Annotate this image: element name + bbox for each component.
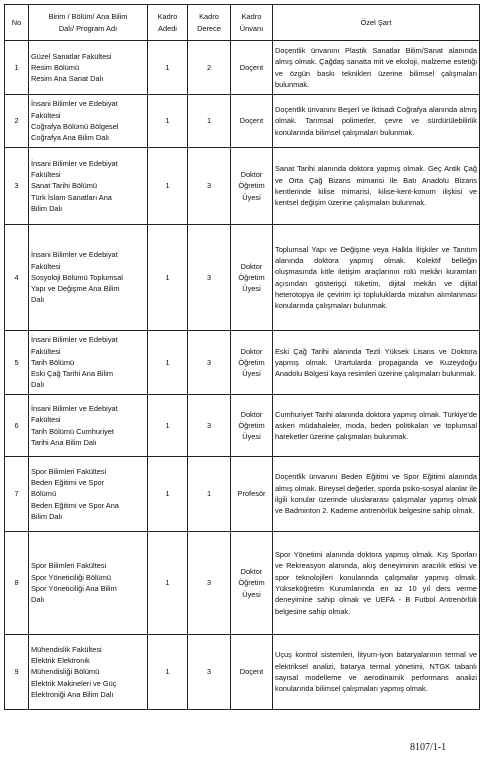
unit-name (29, 331, 148, 395)
position-title-line: Öğretim (238, 357, 265, 367)
header-unvan-line: Kadro (241, 12, 262, 22)
position-title (231, 457, 273, 532)
header-birim-line: Birim / Bölüm/ Ana Bilim (48, 12, 128, 22)
header-birim (29, 5, 148, 41)
table-row (5, 457, 480, 532)
table-row (5, 331, 480, 395)
header-adedi-line: Kadro (157, 12, 178, 22)
position-degree: 2 (188, 41, 231, 95)
position-count: 1 (148, 331, 188, 395)
header-derece-line: Kadro (199, 12, 219, 22)
unit-name-line: Elektrik Makineleri ve Güç (31, 678, 117, 688)
position-title-line: Profesör (237, 489, 266, 499)
unit-name-line: Türk İslam Sanatları Ana (31, 192, 112, 202)
position-degree: 3 (188, 532, 231, 635)
special-requirement: Doçentlik ünvanını Beşerî ve İktisadi Coğrafya alanında almış olmak. Tarımsal polimerler, çevre ve sürdürülebilirlik konularında bilimsel çalışmaları bulunmak. (273, 95, 480, 148)
row-number: 9 (5, 635, 29, 710)
row-number: 6 (5, 395, 29, 457)
special-requirement: Sanat Tarihi alanında doktora yapmış olmak. Geç Antik Çağ ve Orta Çağ Bizans mimarisi ile Batı Anadolu Bizans kentlerinde kilise mimarisi, kilise-kent-konum ilişkisi ve kentsel değişim üzerine çalışmaları bulunmak. (273, 148, 480, 225)
position-title-line: Doçent (239, 116, 264, 126)
row-number: 5 (5, 331, 29, 395)
position-degree: 3 (188, 635, 231, 710)
position-count: 1 (148, 95, 188, 148)
unit-name-line: Sanat Tarihi Bölümü (31, 181, 98, 191)
position-title-line: Öğretim (238, 578, 265, 588)
position-title (231, 225, 273, 331)
header-derece-line: Derece (197, 23, 221, 33)
header-kadro-unvani (231, 5, 273, 41)
header-kadro-derece (188, 5, 231, 41)
position-title (231, 95, 273, 148)
unit-name-line: Tarih Bölümü (31, 357, 75, 367)
position-degree: 3 (188, 225, 231, 331)
position-title (231, 41, 273, 95)
unit-name (29, 532, 148, 635)
unit-name-line: Spor Yöneticiliği Bölümü (31, 572, 111, 582)
position-count: 1 (148, 41, 188, 95)
unit-name (29, 457, 148, 532)
row-number: 3 (5, 148, 29, 225)
position-degree: 3 (188, 148, 231, 225)
position-title-line: Doktor (240, 567, 263, 577)
position-title-line: Öğretim (238, 420, 265, 430)
position-count: 1 (148, 148, 188, 225)
position-title-line: Üyesi (242, 369, 261, 379)
table-row (5, 95, 480, 148)
header-birim-line: Dalı/ Program Adı (58, 23, 118, 33)
position-title-line: Doktor (240, 170, 263, 180)
unit-name (29, 41, 148, 95)
unit-name (29, 635, 148, 710)
unit-name-line: İnsani Bilimler ve Edebiyat (31, 99, 118, 109)
unit-name-line: Mühendislik Fakültesi (31, 644, 102, 654)
unit-name-line: Mühendisliği Bölümü (31, 667, 100, 677)
special-requirement: Eski Çağ Tarihi alanında Tezli Yüksek Lisans ve Doktora yapmış olmak. Urartularda propaganda ve Kuzeydoğu Anadolu Bölgesi kaya resimleri üzerine çalışmaları bulunmak. (273, 331, 480, 395)
unit-name-line: Elektrik Elektronik (31, 656, 90, 666)
unit-name-line: Fakültesi (31, 346, 61, 356)
unit-name-line: Güzel Sanatlar Fakültesi (31, 51, 112, 61)
unit-name-line: İnsani Bilimler ve Edebiyat (31, 158, 118, 168)
row-number: 8 (5, 532, 29, 635)
special-requirement: Uçuş kontrol sistemleri, lityum-iyon bataryalarının termal ve elektriksel analizi, batarya termal yönetimi, NTGK tabanlı sayısal modelleme ve aerodinamik performans analizi konularında bilimsel çalışmaları yapmış olmak. (273, 635, 480, 710)
table-header-row (5, 5, 480, 41)
position-title (231, 635, 273, 710)
special-requirement: Doçentlik ünvanını Plastik Sanatlar Bilim/Sanat alanında almış olmak. Çağdaş sanatta mit ve ekoloji, malzeme estetiği ve özgün baskı teknikleri üzerine bilimsel çalışmaları bulunmak. (273, 41, 480, 95)
unit-name-line: Fakültesi (31, 261, 61, 271)
unit-name-line: Bilim Dalı (31, 511, 63, 521)
row-number: 7 (5, 457, 29, 532)
unit-name-line: Tarihi Ana Bilim Dalı (31, 437, 97, 447)
header-unvan-line: Ünvanı (239, 23, 264, 33)
announcement-table (4, 4, 480, 710)
unit-name-line: Sosyoloji Bölümü Toplumsal (31, 272, 123, 282)
table-row (5, 395, 480, 457)
unit-name-line: Beden Eğitimi ve Spor Ana (31, 500, 119, 510)
row-number: 2 (5, 95, 29, 148)
table-row (5, 635, 480, 710)
unit-name (29, 95, 148, 148)
unit-name-line: Dalı (31, 295, 45, 305)
header-adedi-line: Adedi (158, 23, 177, 33)
position-title-line: Doktor (240, 346, 263, 356)
position-title-line: Öğretim (238, 272, 265, 282)
position-count: 1 (148, 532, 188, 635)
table-row (5, 225, 480, 331)
unit-name-line: Elektroniği Ana Bilim Dalı (31, 689, 114, 699)
unit-name-line: Resim Bölümü (31, 62, 80, 72)
header-kadro-adedi (148, 5, 188, 41)
unit-name (29, 395, 148, 457)
special-requirement: Spor Yönetimi alanında doktora yapmış olmak. Kış Sporları ve Rekreasyon alanında, akış deneyiminin aracılık etkisi ve spor teknolojileri konularında çalışmalar yapmış olmak. Yükseköğretim Kurumlarında en az 10 yıl ders verme deneyimine sahip olmak ve UEFA - B Futbol Antrenörlük belgesine sahip olmak. (273, 532, 480, 635)
position-title (231, 532, 273, 635)
unit-name-line: Fakültesi (31, 415, 61, 425)
unit-name-line: Coğrafya Ana Bilim Dalı (31, 133, 110, 143)
unit-name (29, 225, 148, 331)
special-requirement: Toplumsal Yapı ve Değişme veya Halkla İlişkiler ve Tanıtım alanında doktora yapmış olmak. Kolektif belleğin oluşmasında kitle iletişim araçlarının rolü mekân kuramları açısından gösterişçi tüketim, dijital mekân ve dijital heterotopya ile çevirim içi topluluklarda mizahın alımlanması konularında çalışmaları bulunmak. (273, 225, 480, 331)
position-title-line: Doçent (239, 667, 264, 677)
position-title-line: Üyesi (242, 284, 261, 294)
position-title-line: Üyesi (242, 192, 261, 202)
position-count: 1 (148, 457, 188, 532)
position-title-line: Üyesi (242, 432, 261, 442)
unit-name-line: Dalı (31, 595, 45, 605)
unit-name-line: Beden Eğitimi ve Spor (31, 478, 105, 488)
position-degree: 3 (188, 331, 231, 395)
position-title (231, 148, 273, 225)
document-reference: 8107/1-1 (410, 742, 447, 753)
position-degree: 1 (188, 457, 231, 532)
header-ozel-sart: Özel Şart (273, 5, 480, 41)
position-title-line: Doçent (239, 62, 264, 72)
unit-name-line: Dalı (31, 380, 45, 390)
unit-name-line: Spor Bilimleri Fakültesi (31, 561, 107, 571)
special-requirement: Cumhuriyet Tarihi alanında doktora yapmış olmak. Türkiye'de askeri müdahaleler, moda, beden politikaları ve toplumsal hareketler üzerine çalışmaları bulunmak. (273, 395, 480, 457)
unit-name-line: İnsani Bilimler ve Edebiyat (31, 403, 118, 413)
special-requirement: Doçentlik ünvanını Beden Eğitimi ve Spor Eğitimi alanında almış olmak. Bireysel değerler, sporda psiko-sosyal alanlar ile ilgili konular üzerinde uluslararası çalışmalar yapmış olmak ve Badminton 2. Kademe antrenörlük belgesine sahip olmak. (273, 457, 480, 532)
position-title-line: Öğretim (238, 181, 265, 191)
unit-name-line: Fakültesi (31, 110, 61, 120)
position-count: 1 (148, 635, 188, 710)
table-row (5, 532, 480, 635)
position-title (231, 331, 273, 395)
position-title-line: Doktor (240, 409, 263, 419)
position-title-line: Doktor (240, 261, 263, 271)
table-row (5, 148, 480, 225)
table-row (5, 41, 480, 95)
unit-name-line: İnsani Bilimler ve Edebiyat (31, 250, 118, 260)
position-count: 1 (148, 395, 188, 457)
position-degree: 1 (188, 95, 231, 148)
unit-name-line: Spor Bilimleri Fakültesi (31, 466, 107, 476)
unit-name-line: Bilim Dalı (31, 203, 63, 213)
unit-name-line: Yapı ve Değişme Ana Bilim (31, 284, 120, 294)
position-title (231, 395, 273, 457)
position-count: 1 (148, 225, 188, 331)
unit-name-line: Eski Çağ Tarihi Ana Bilim (31, 369, 114, 379)
header-no: No (5, 5, 29, 41)
unit-name-line: Fakültesi (31, 170, 61, 180)
unit-name-line: İnsani Bilimler ve Edebiyat (31, 335, 118, 345)
unit-name-line: Coğrafya Bölümü Bölgesel (31, 122, 119, 131)
unit-name-line: Spor Yöneticiliği Ana Bilim (31, 584, 117, 593)
unit-name-line: Bölümü (31, 489, 57, 499)
row-number: 4 (5, 225, 29, 331)
unit-name-line: Tarih Bölümü Cumhuriyet (31, 426, 114, 436)
row-number: 1 (5, 41, 29, 95)
position-title-line: Üyesi (242, 589, 261, 599)
unit-name (29, 148, 148, 225)
position-degree: 3 (188, 395, 231, 457)
unit-name-line: Resim Ana Sanat Dalı (31, 74, 104, 84)
